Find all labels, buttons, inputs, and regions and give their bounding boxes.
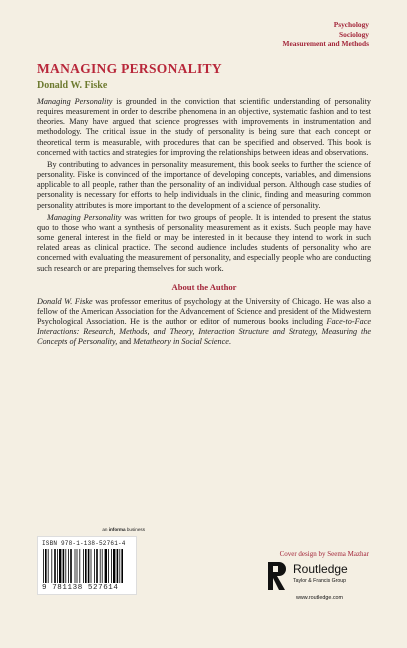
about-text-3: . [228,337,231,347]
blurb-paragraph-1 [37,97,371,158]
category-sociology: Sociology [339,29,369,39]
book-author: Donald W. Fiske [37,80,108,91]
category-psychology: Psychology [333,20,369,29]
blurb-paragraph-3 [37,213,371,274]
book-title: MANAGING PERSONALITY [37,61,222,76]
informa-brand: informa [108,527,126,532]
cover-design-credit: Cover design by Seema Mazhar [279,550,369,558]
publisher-group: Taylor & Francis Group [293,578,347,584]
informa-business-line [37,527,145,532]
about-text-1: was professor emeritus of psychology at the University of Chicago. He was also a fellow of the American Association for the Advancement of Science and president of the Midwestern Psychological Association. He is the author or editor of numerous books including [37,296,371,327]
blurb-title-italic-2: Managing Personality [47,212,122,222]
blurb-p1-text: is grounded in the conviction that scientific understanding of personality requires measurement in order to describe phenomena in an objective, systematic fashion and to test theories. Many have argued that science progresses with improvements in instrumentation and methodology. The critical issue in the study of personality is being sure that each concept or theoretical term is measurable, with procedures that can be specified and observed. This book is concerned with tactics and strategies for improving the relationships between ideas and observations. [37,97,371,157]
barcode-block [37,527,145,595]
barcode-bars-icon [42,549,134,583]
blurb-p3-text: was written for two groups of people. It is intended to present the status quo to those who want a synthesis of personality measurement as it exists. Such people may have some general interest in the field or may be interested in it because they intend to work in such related areas as clinical practice. The second audience includes students of personality who are concerned with evaluating the measurement of personality, and especially people who are conducting such research or are preparing themselves for such work. [37,212,371,273]
routledge-logo-icon [268,562,288,590]
publisher-name: Routledge [293,562,348,576]
ean-number: 9 781138 527614 [42,584,119,592]
about-text-2: and [117,337,134,347]
publisher-url: www.routledge.com [296,595,344,601]
informa-prefix: an [102,527,109,532]
blurb-title-italic: Managing Personality [37,97,113,106]
about-books-2: Metatheory in Social Science [133,337,229,347]
back-cover-blurb [37,97,371,348]
about-author-paragraph [37,297,371,348]
blurb-paragraph-2: By contributing to advances in personality measurement, this book seeks to further the science of personality. Fiske is convinced of the importance of developing concepts, variables, and dimensions applicable to all people, rather than the personality of an individual person. Although case studies of personality is necessary for efforts to help individuals in the clinic, finding and measuring common personality attributes is more important to the development of a science of personality. [37,159,371,210]
about-books-1: Face-to-Face Interactions: Research, Methods, and Theory, Interaction Structure and Strategy, Measuring the Concepts of Personality, [37,317,371,347]
isbn-barcode [37,536,137,595]
about-author-heading: About the Author [171,281,237,292]
isbn-number: ISBN 978-1-138-52761-4 [42,540,126,547]
category-measurement-methods: Measurement and Methods [282,39,369,49]
about-author-name: Donald W. Fiske [37,296,93,306]
subject-categories [283,20,370,49]
informa-suffix: business [125,527,145,532]
